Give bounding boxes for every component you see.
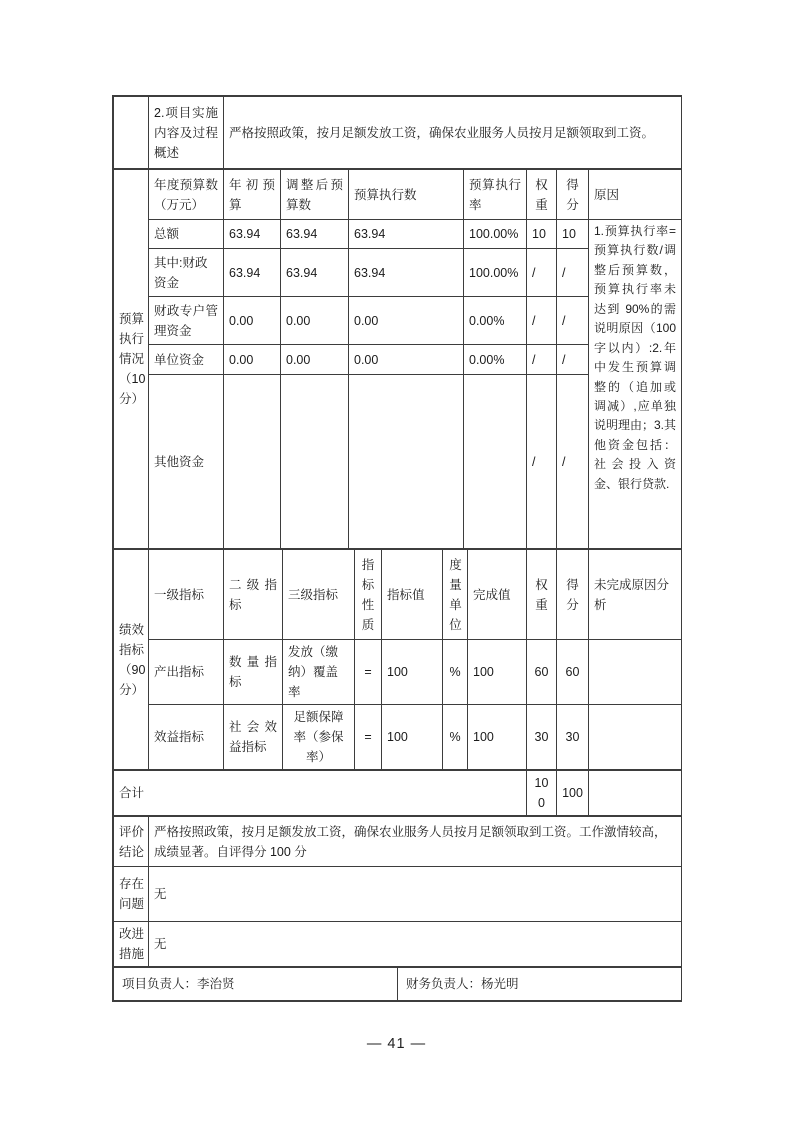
perf-cell-target: 100 [382, 640, 443, 705]
overview-content-cell: 严格按照政策，按月足额发放工资，确保农业服务人员按月足额领取到工资。 [224, 97, 682, 169]
problems-row [114, 867, 682, 922]
perf-cell-unit: % [443, 640, 468, 705]
perf-cell-level1: 产出指标 [149, 640, 224, 705]
total-label-cell: 合计 [114, 771, 527, 816]
budget-cell-adjusted: 63.94 [281, 220, 349, 249]
performance-header-row [114, 550, 682, 640]
conclusion-label: 评价结论 [119, 824, 145, 859]
budget-header-cell: 原因 [589, 170, 682, 220]
perf-cell-nature: = [355, 705, 382, 770]
improvements-row [114, 922, 682, 967]
total-score-cell: 100 [557, 771, 589, 816]
budget-header-cell: 预算执行数 [349, 170, 464, 220]
perf-cell-weight: 30 [527, 705, 557, 770]
budget-cell-score: / [557, 249, 589, 297]
perf-cell-weight: 60 [527, 640, 557, 705]
performance-header-cell: 指标性质 [355, 550, 382, 640]
perf-cell-target: 100 [382, 705, 443, 770]
perf-cell-level2: 数量指标 [224, 640, 283, 705]
budget-cell-executed: 0.00 [349, 345, 464, 375]
performance-row [114, 640, 682, 705]
performance-header-cell: 度量单位 [443, 550, 468, 640]
conclusion-row [114, 817, 682, 867]
budget-cell-executed: 0.00 [349, 297, 464, 345]
perf-cell-level1: 效益指标 [149, 705, 224, 770]
budget-cell-rate: 100.00% [464, 220, 527, 249]
budget-cell-adjusted: 0.00 [281, 345, 349, 375]
budget-cell-executed [349, 375, 464, 549]
budget-cell-score: / [557, 375, 589, 549]
budget-cell-score: / [557, 297, 589, 345]
budget-section [113, 169, 682, 549]
performance-header-cell: 得分 [557, 550, 589, 640]
performance-header-cell: 一级指标 [149, 550, 224, 640]
budget-row-label: 其中:财政资金 [149, 249, 224, 297]
budget-cell-rate: 100.00% [464, 249, 527, 297]
conclusion-content-cell: 严格按照政策，按月足额发放工资，确保农业服务人员按月足额领取到工资。工作激情较高，成绩显著。自评得分 100 分 [149, 817, 682, 867]
improvements-content-cell: 无 [149, 922, 682, 967]
summary-section [113, 816, 682, 967]
signatures-row [114, 968, 682, 1001]
perf-cell-level2: 社会效益指标 [224, 705, 283, 770]
budget-section-label-cell [114, 170, 149, 549]
perf-cell-actual: 100 [468, 640, 527, 705]
performance-header-cell: 三级指标 [283, 550, 355, 640]
total-reason-cell [589, 771, 682, 816]
performance-header-cell: 未完成原因分析 [589, 550, 682, 640]
project-lead-cell: 项目负责人：李治贤 [114, 968, 398, 1001]
budget-section-label: 预算执行情况（10分） [119, 312, 146, 406]
total-weight-cell: 100 [527, 771, 557, 816]
budget-row-label: 其他资金 [149, 375, 224, 549]
budget-row-label: 总额 [149, 220, 224, 249]
overview-section [113, 96, 682, 169]
performance-section-label-cell [114, 550, 149, 770]
problems-label: 存在问题 [119, 877, 145, 911]
perf-cell-unit: % [443, 705, 468, 770]
problems-label-cell [114, 867, 149, 922]
budget-header-cell: 年初预算 [224, 170, 281, 220]
evaluation-table [112, 95, 682, 1002]
budget-row-label: 财政专户管理资金 [149, 297, 224, 345]
budget-cell-adjusted: 63.94 [281, 249, 349, 297]
performance-row [114, 705, 682, 770]
budget-cell-initial: 63.94 [224, 249, 281, 297]
total-section [113, 770, 682, 816]
performance-header-cell: 完成值 [468, 550, 527, 640]
perf-cell-nature: = [355, 640, 382, 705]
perf-cell-reason [589, 640, 682, 705]
budget-cell-rate [464, 375, 527, 549]
improvements-label: 改进措施 [119, 927, 145, 961]
budget-cell-executed: 63.94 [349, 220, 464, 249]
overview-empty-cell [114, 97, 149, 169]
performance-header-cell: 二级指标 [224, 550, 283, 640]
budget-header-cell: 权重 [527, 170, 557, 220]
perf-cell-score: 60 [557, 640, 589, 705]
problems-content-cell: 无 [149, 867, 682, 922]
perf-cell-level3: 发放（缴纳）覆盖率 [283, 640, 355, 705]
perf-cell-reason [589, 705, 682, 770]
budget-cell-adjusted: 0.00 [281, 297, 349, 345]
performance-header-cell: 权重 [527, 550, 557, 640]
budget-cell-weight: / [527, 249, 557, 297]
budget-cell-initial: 0.00 [224, 297, 281, 345]
budget-header-cell: 年度预算数（万元） [149, 170, 224, 220]
budget-cell-initial: 0.00 [224, 345, 281, 375]
finance-lead-cell: 财务负责人：杨光明 [398, 968, 682, 1001]
budget-header-row [114, 170, 682, 220]
budget-cell-rate: 0.00% [464, 297, 527, 345]
budget-cell-score: 10 [557, 220, 589, 249]
budget-cell-executed: 63.94 [349, 249, 464, 297]
budget-cell-rate: 0.00% [464, 345, 527, 375]
perf-cell-level3: 足额保障率（参保率） [283, 705, 355, 770]
budget-cell-initial [224, 375, 281, 549]
budget-cell-score: / [557, 345, 589, 375]
overview-label-cell: 2.项目实施内容及过程概述 [149, 97, 224, 169]
performance-section-label: 绩效指标（90分） [119, 622, 146, 697]
budget-header-cell: 预算执行率 [464, 170, 527, 220]
total-row [114, 771, 682, 816]
table-row [114, 97, 682, 169]
budget-cell-weight: / [527, 297, 557, 345]
page-number: — 41 — [366, 1036, 427, 1052]
performance-section [113, 549, 682, 770]
perf-cell-score: 30 [557, 705, 589, 770]
performance-header-cell: 指标值 [382, 550, 443, 640]
budget-cell-weight: 10 [527, 220, 557, 249]
budget-cell-weight: / [527, 345, 557, 375]
perf-cell-actual: 100 [468, 705, 527, 770]
budget-header-cell: 得分 [557, 170, 589, 220]
budget-row [114, 220, 682, 249]
budget-reason-note-cell: 1.预算执行率=预算执行数/调整后预算数，预算执行率未达到 90%的需说明原因（100 字以内）:2.年中发生预算调整的（追加或调减）,应单独说明理由；3.其他资金包括：社会投入资金、银行贷款. [589, 220, 682, 549]
budget-cell-weight: / [527, 375, 557, 549]
budget-row-label: 单位资金 [149, 345, 224, 375]
budget-cell-initial: 63.94 [224, 220, 281, 249]
budget-header-cell: 调整后预算数 [281, 170, 349, 220]
improvements-label-cell [114, 922, 149, 967]
budget-cell-adjusted [281, 375, 349, 549]
conclusion-label-cell [114, 817, 149, 867]
signatures-section [113, 967, 682, 1001]
